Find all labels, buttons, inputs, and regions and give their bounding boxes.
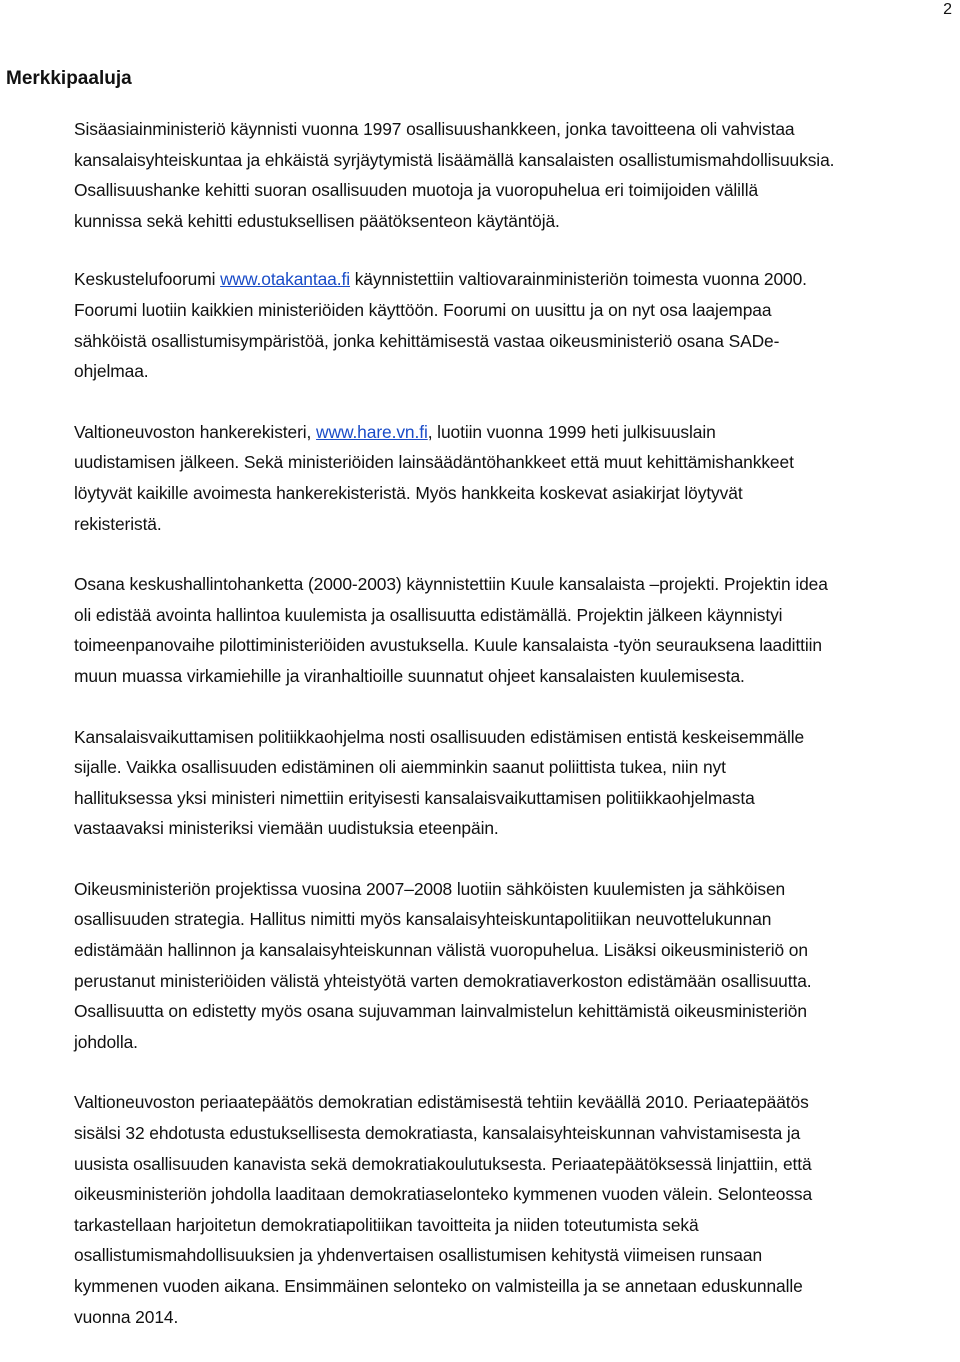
otakantaa-link[interactable]: www.otakantaa.fi	[220, 269, 350, 290]
paragraph-osallisuushanke	[74, 114, 954, 236]
text-line: Osallisuutta on edistetty myös osana sujuvamman lainvalmistelun kehittämistä oikeusministeriön	[74, 1001, 807, 1022]
text-line	[74, 417, 954, 448]
text-line: Kansalaisvaikuttamisen politiikkaohjelma nosti osallisuuden edistämisen entistä keskeisemmälle	[74, 726, 805, 747]
text-line: sisälsi 32 ehdotusta edustuksellisesta demokratiasta, kansalaisyhteiskunnan vahvistamisesta ja	[74, 1123, 801, 1144]
text-run: käynnistettiin valtiovarainministeriön toimesta vuonna 2000.	[349, 269, 807, 290]
text-line: kunnissa sekä kehitti edustuksellisen päätöksenteon käytäntöjä.	[74, 210, 560, 231]
paragraph-periaatepaatos	[74, 1087, 954, 1332]
text-line: sähköistä osallistumisympäristöä, jonka kehittämisestä vastaa oikeusministeriö osana SADe-	[74, 330, 780, 351]
text-line: johdolla.	[74, 1031, 138, 1052]
text-line: Sisäasiainministeriö käynnisti vuonna 1997 osallisuushankkeen, jonka tavoitteena oli vahvistaa	[74, 119, 795, 139]
text-run: , luotiin vuonna 1999 heti julkisuuslain	[427, 421, 716, 442]
hare-link[interactable]: www.hare.vn.fi	[316, 421, 428, 442]
text-line: kansalaisyhteiskuntaa ja ehkäistä syrjäytymistä lisäämällä kansalaisten osallistumismahdollisuuksia.	[74, 149, 835, 170]
text-line	[74, 264, 954, 295]
text-line: kymmenen vuoden aikana. Ensimmäinen selonteko on valmisteilla ja se annetaan eduskunnalle	[74, 1276, 803, 1296]
text-line: vuonna 2014.	[74, 1306, 179, 1327]
section-heading: Merkkipaaluja	[6, 68, 132, 89]
paragraph-politiikkaohjelma	[74, 722, 954, 844]
text-line: sijalle. Vaikka osallisuuden edistäminen oli aiemminkin saanut poliittista tukea, niin nyt	[74, 757, 726, 778]
text-line: osallisuuden strategia. Hallitus nimitti myös kansalaisyhteiskuntapolitiikan neuvottelukunnan	[74, 909, 772, 930]
text-line: oikeusministeriön johdolla laaditaan demokratiaselonteko kymmenen vuoden välein. Selonteossa	[74, 1184, 813, 1205]
text-run: Keskustelufoorumi	[74, 269, 221, 290]
text-line: ohjelmaa.	[74, 361, 149, 382]
text-line: Oikeusministeriön projektissa vuosina 2007–2008 luotiin sähköisten kuulemisten ja sähköisen	[74, 878, 786, 899]
paragraph-kuule-kansalaista	[74, 569, 954, 691]
text-line: Osallisuushanke kehitti suoran osallisuuden muotoja ja vuoropuhelua eri toimijoiden välillä	[74, 180, 759, 201]
paragraph-otakantaa	[74, 264, 954, 386]
paragraph-oikeusministerio	[74, 874, 954, 1058]
document-body	[74, 114, 954, 1362]
text-line: oli edistää avointa hallintoa kuulemista ja osallisuutta edistämällä. Projektin jälkeen käynnistyi	[74, 604, 783, 625]
text-line: rekisteristä.	[74, 513, 162, 534]
text-run: Valtioneuvoston hankerekisteri,	[74, 421, 317, 442]
text-line: uusista osallisuuden kanavista sekä demokratiakoulutuksesta. Periaatepäätöksessä linjattiin, että	[74, 1153, 812, 1174]
text-line: uudistamisen jälkeen. Sekä ministeriöiden lainsäädäntöhankkeet että muut kehittämishankkeet	[74, 452, 794, 473]
text-line: toimeenpanovaihe pilottiministeriöiden avustuksella. Kuule kansalaista -työn seurauksena laadittiin	[74, 635, 823, 656]
text-line: edistämään hallinnon ja kansalaisyhteiskunnan välistä vuoropuhelua. Lisäksi oikeusministeriö on	[74, 940, 808, 961]
text-line: hallituksessa yksi ministeri nimettiin erityisesti kansalaisvaikuttamisen politiikkaohjelmasta	[74, 787, 755, 808]
page-number: 2	[943, 1, 952, 18]
text-line: tarkastellaan harjoitetun demokratiapolitiikan tavoitteita ja niiden toteutumista sekä	[74, 1214, 699, 1235]
text-line: Foorumi luotiin kaikkien ministeriöiden käyttöön. Foorumi on uusittu ja on nyt osa laajempaa	[74, 299, 772, 320]
text-line: muun muassa virkamiehille ja viranhaltioille suunnatut ohjeet kansalaisten kuulemisesta.	[74, 665, 745, 686]
text-line: perustanut ministeriöiden välistä yhteistyötä varten demokratiaverkoston edistämään osallisuutta.	[74, 970, 812, 991]
text-line: Osana keskushallintohanketta (2000-2003) käynnistettiin Kuule kansalaista –projekti. Projektin idea	[74, 574, 828, 595]
text-line: löytyvät kaikille avoimesta hankerekisteristä. Myös hankkeita koskevat asiakirjat löytyvät	[74, 482, 743, 503]
text-line: vastaavaksi ministeriksi viemään uudistuksia eteenpäin.	[74, 818, 499, 839]
paragraph-hankerekisteri	[74, 417, 954, 539]
text-line: Valtioneuvoston periaatepäätös demokratian edistämisestä tehtiin keväällä 2010. Periaatepäätös	[74, 1092, 809, 1113]
text-line: osallistumismahdollisuuksien ja yhdenvertaisen osallistumisen kehitystä viimeisen runsaan	[74, 1245, 763, 1266]
